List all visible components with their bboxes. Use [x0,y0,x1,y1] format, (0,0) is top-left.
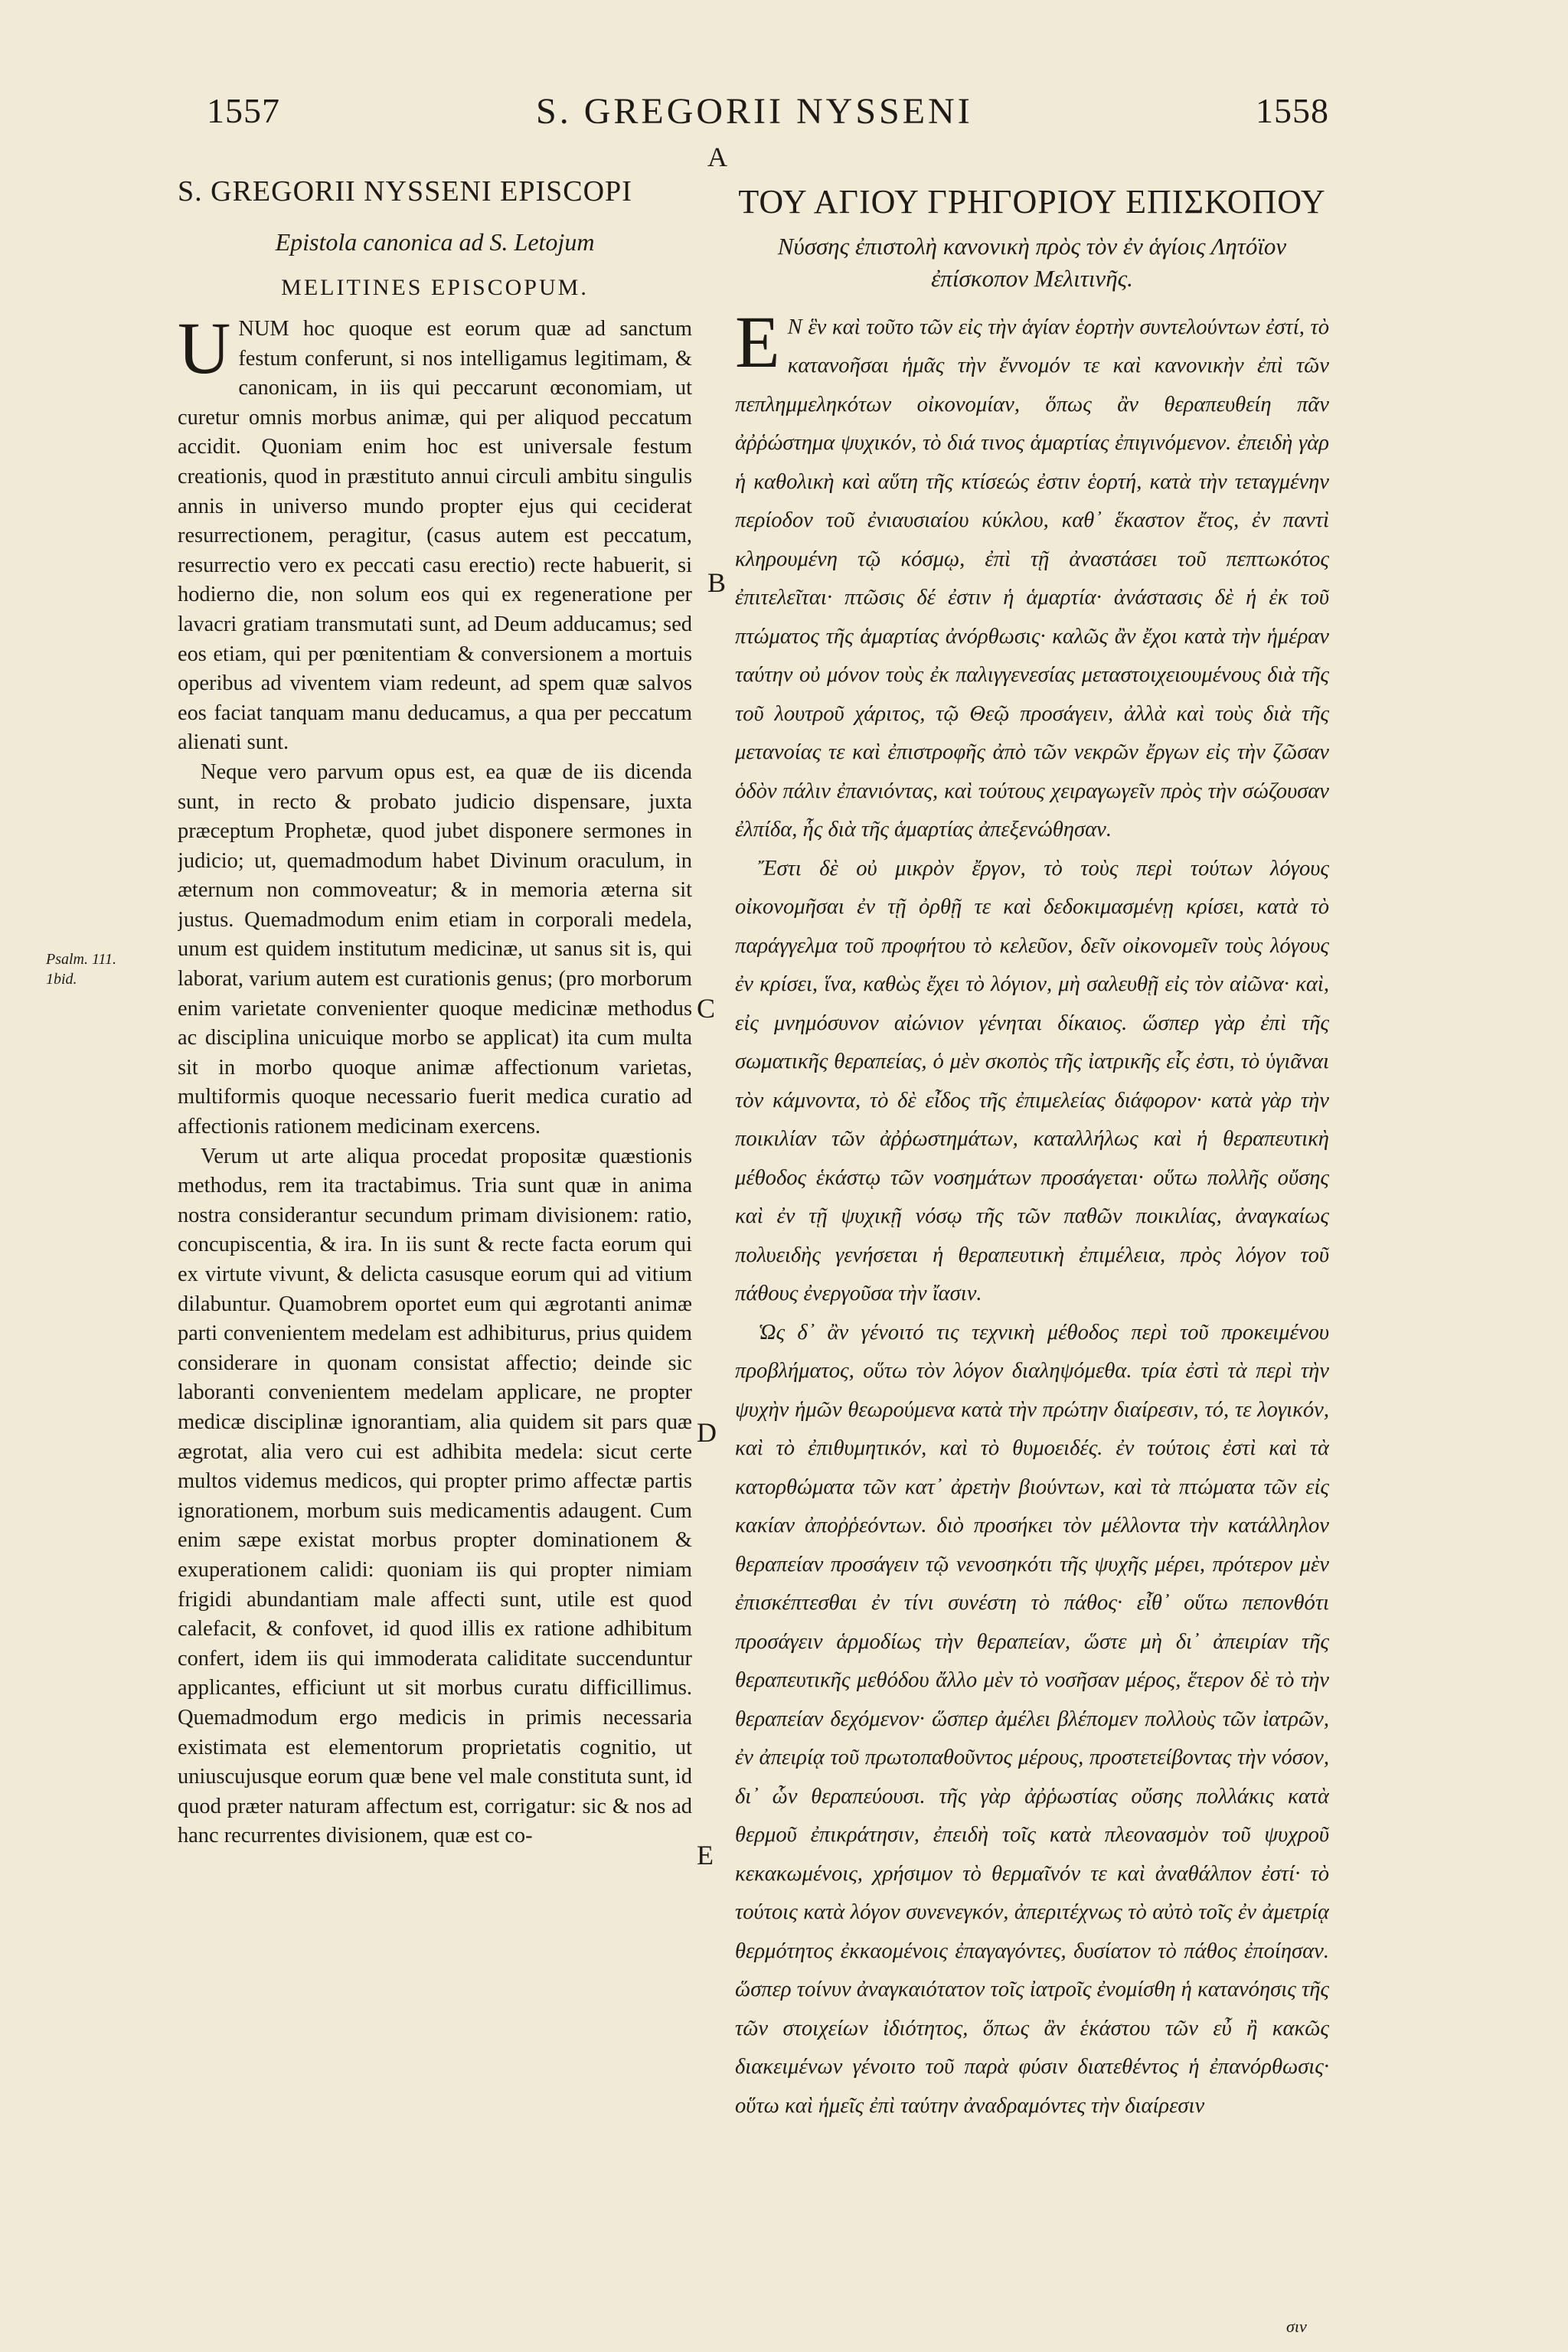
left-page-number: 1557 [207,91,280,130]
latin-title: S. GREGORII NYSSENI EPISCOPI [178,175,632,207]
greek-subtitle: Νύσσης ἐπιστολὴ κανονικὴ πρὸς τὸν ἐν ἁγίοις Λητόϊον ἐπίσκοπον Μελιτινῆς. [777,233,1287,292]
catchword: σιν [1286,2317,1307,2336]
latin-paragraph: NUM hoc quoque est eorum quæ ad sanctum festum conferunt, si nos intelligamus legitimam, & canonicam, in iis qui peccarunt œconomiam, ut curetur omnis morbus animæ, qui per aliquod peccatum accidit. Quoniam enim hoc est universale festum creationis, quod in præstituto annui circuli ambitu singulis annis in universo mundo propter ejus qui ceciderat resurrectionem, peragitur, (casus autem est peccatum, resurrectio vero ex peccati casu erectio) recte habuerit, si hodierno die, non solum eos qui ex regeneratione per lavacri gratiam transmutati sunt, ad Deum adducamus; sed eos etiam, qui per pœnitentiam & conversionem a mortuis operibus ad viventem viam redeunt, ad spem quæ salvos eos faciat tanquam manu deducamus, a qua per peccatum alienati sunt. [178,317,692,755]
greek-paragraph: Ἔστι δὲ οὐ μικρὸν ἔργον, τὸ τοὺς περὶ τούτων λόγους οἰκονομῆσαι ἐν τῇ ὀρθῇ τε καὶ δεδοκιμασμένῃ κρίσει, κατὰ τὸ παράγγελμα τοῦ προφήτου τὸ κελεῦον, δεῖν οἰκονομεῖν τοὺς λόγους ἐν κρίσει, ἵνα, καθὼς ἔχει τὸ λόγιον, μὴ σαλευθῇ εἰς τὸν αἰῶνα· καὶ, εἰς μνημόσυνον αἰώνιον γένηται δίκαιος. ὥσπερ γὰρ ἐπὶ τῆς σωματικῆς θεραπείας, ὁ μὲν σκοπὸς τῆς ἰατρικῆς εἷς ἐστι, τὸ ὑγιᾶναι τὸν κάμνοντα, τὸ δὲ εἶδος τῆς ἐπιμελείας διάφορον· κατὰ γὰρ τὴν ποικιλίαν τῶν ἀῤῥωστημάτων, καταλλήλως καὶ ἡ θεραπευτικὴ μέθοδος ἑκάστῳ τῶν νοσημάτων προσάγεται· οὕτω πολλῆς οὔσης καὶ ἐν τῇ ψυχικῇ νόσῳ τῆς τῶν παθῶν ποικιλίας, ἀναγκαίως πολυειδὴς γενήσεται ἡ θεραπευτικὴ ἐπιμέλεια, πρὸς λόγον τοῦ πάθους ἐνεργοῦσα τὴν ἴασιν. [735,856,1329,1306]
latin-column [178,175,692,2318]
margin-letter-b: B [707,567,727,598]
greek-paragraph: Ὡς δ᾽ ἂν γένοιτό τις τεχνικὴ μέθοδος περὶ τοῦ προκειμένου προβλήματος, οὕτω τὸν λόγον διαληψόμεθα. τρία ἐστὶ τὰ περὶ τὴν ψυχὴν ἡμῶν θεωρούμενα κατὰ τὴν πρώτην διαίρεσιν, τό, τε λογικόν, καὶ τὸ ἐπιθυμητικόν, καὶ τὸ θυμοειδές. ἐν τούτοις ἐστὶ καὶ τὰ κατορθώματα τῶν κατ᾽ ἀρετὴν βιούντων, καὶ τὰ πτώματα τῶν εἰς κακίαν ἀποῤῥεόντων. διὸ προσήκει τὸν μέλλοντα τὴν κατάλληλον θεραπείαν προσάγειν τῷ νενοσηκότι τῆς ψυχῆς μέρει, πρότερον μὲν ἐπισκέπτεσθαι ἐν τίνι συνέστη τὸ πάθος· εἶθ᾽ οὕτω πεπονθότι προσάγειν ἁρμοδίως τὴν θεραπείαν, ὥστε μὴ δι᾽ ἀπειρίαν τῆς θεραπευτικῆς μεθόδου ἄλλο μὲν τὸ νοσῆσαν μέρος, ἕτερον δὲ τὸ τὴν θεραπείαν δεχόμενον· ὥσπερ ἀμέλει βλέπομεν πολλοὺς τῶν ἰατρῶν, ἐν ἀπειρίᾳ τοῦ πρωτοπαθοῦντος μέρους, προστετείβοντας τὴν νόσον, δι᾽ ὧν θεραπεύουσι. τῆς γὰρ ἀῤῥωστίας οὔσης πολλάκις κατὰ θερμοῦ ἐπικράτησιν, ἐπειδὴ τοῖς κατὰ πλεονασμὸν τοῦ ψυχροῦ κεκακωμένοις, χρήσιμον τὸ θερμαῖνόν τε καὶ ἀναθάλπον ἐστί· τὸ τούτοις κατὰ λόγον συνενεγκόν, ἀπεριτέχνως τὸ αὐτὸ τοῖς ἐν ἀμετρίᾳ θερμότητος ἐκκαομένοις ἐπαγαγόντες, δυσίατον τὸ πάθος ἐποίησαν. ὥσπερ τοίνυν ἀναγκαιότατον τοῖς ἰατροῖς ἐνομίσθη ἡ κατανόησις τῆς τῶν στοιχείων ἰδιότητος, ὅπως ἂν ἑκάστου τῶν εὖ ἢ κακῶς διακειμένων γένοιτο τοῦ παρὰ φύσιν διατεθέντος ἡ ἐπανόρθωσις· οὕτω καὶ ἡμεῖς ἐπὶ ταύτην ἀναδραμόντες τὴν διαίρεσιν [735,1320,1329,2118]
margin-letter-d: D [697,1417,717,1448]
greek-dropcap: Ε [735,300,780,383]
greek-title: ΤΟΥ ΑΓΙΟΥ ΓΡΗΓΟΡΙΟΥ ΕΠΙΣΚΟΠΟΥ [738,183,1326,220]
latin-dropcap: U [178,307,231,389]
greek-paragraph: Ν ἓν καὶ τοῦτο τῶν εἰς τὴν ἁγίαν ἑορτὴν συντελούντων ἐστί, τὸ κατανοῆσαι ἡμᾶς τὴν ἔννομόν τε καὶ κανονικὴν ἐπὶ τῶν πεπλημμεληκότων οἰκονομίαν, ὅπως ἂν θεραπευθείη πᾶν ἀῤῥώστημα ψυχικόν, τὸ διά τινος ἁμαρτίας ἐπιγινόμενον. ἐπειδὴ γὰρ ἡ καθολικὴ καὶ αὕτη τῆς κτίσεώς ἐστιν ἑορτή, κατὰ τὴν τεταγμένην περίοδον τοῦ ἐνιαυσιαίου κύκλου, καθ᾽ ἕκαστον ἔτος, ἐν παντὶ κληρουμένη τῷ κόσμῳ, ἐπὶ τῇ ἀναστάσει τοῦ πεπτωκότος ἐπιτελεῖται· πτῶσις δέ ἐστιν ἡ ἁμαρτία· ἀνάστασις δὲ ἡ ἐκ τοῦ πτώματος τῆς ἁμαρτίας ἀνόρθωσις· καλῶς ἂν ἔχοι κατὰ τὴν ἡμέραν ταύτην οὐ μόνον τοὺς ἐκ παλιγγενεσίας μεταστοιχειουμένους διὰ τῆς τοῦ λουτροῦ χάριτος, τῷ Θεῷ προσάγειν, ἀλλὰ καὶ τοὺς διὰ τῆς μετανοίας τε καὶ ἐπιστροφῆς ἀπὸ τῶν νεκρῶν ἔργων εἰς τὴν ζῶσαν ὁδὸν πάλιν ἐπανιόντας, καὶ τούτους χειραγωγεῖν πρὸς τὴν σώζουσαν ἐλπίδα, ἧς διὰ τῆς ἁμαρτίας ἀπεξενώθησαν. [735,315,1329,842]
margin-letter-c: C [697,993,716,1024]
latin-subtitle: Epistola canonica ad S. Letojum [275,228,595,256]
margin-letter-a: A [707,142,727,172]
margin-note: Psalm. 111. 1bid. [46,951,117,988]
right-page-number: 1558 [1256,91,1329,130]
latin-subtitle-2: MELITINES EPISCOPUM. [281,275,589,300]
margin-letter-e: E [697,1840,714,1870]
latin-paragraph: Neque vero parvum opus est, ea quæ de iis dicenda sunt, in recto & probato judicio dispensare, juxta præceptum Prophetæ, quod jubet disponere sermones in judicio; ut, quemadmodum habet Divinum oraculum, in æternum non commoveatur; & in memoria æterna sit justus. Quemadmodum enim etiam in corporali medela, unum est quidem institutum medicinæ, ut sanus sit is, qui laborat, varium autem est curationis genus; (pro morborum enim varietate convenienter quoque medicinæ methodus ac disciplina unicuique morbo se applicat) ita cum multa sit in morbo quoque animæ affectionum varietas, multiformis quoque necessario fuerit medica curatio ad affectionis rationem medicinam exercens. [178,760,692,1139]
greek-column [735,182,1329,2326]
running-header-title: S. GREGORII NYSSENI [536,91,973,132]
latin-paragraph: Verum ut arte aliqua procedat propositæ quæstionis methodus, rem ita tractabimus. Tria sunt quæ in anima nostra considerantur secundum primam divisionem: ratio, concupiscentia, & ira. In iis sunt & recte facta eorum qui ex virtute vivunt, & delicta casusque eorum qui ad vitium dilabuntur. Quamobrem oportet eum qui ægrotanti animæ parti convenientem medelam est adhibiturus, prius quidem considerare in quonam consistat affectio; deinde sic laboranti convenientem medelam applicare, ne propter medicæ disciplinæ ignorantiam, alia quidem sit pars quæ ægrotat, alia vero cui est adhibita medela: sicut certe multos videmus medicos, qui propter primo affectæ partis ignorationem, morbum suis medicamentis adaugent. Cum enim sæpe existat morbus propter dominationem & exuperationem calidi: quoniam iis qui propter nimiam frigidi abundantiam male affecti sunt, utile est quod calefacit, & confovet, id quod illis ex ratione adhibitum confert, idem iis qui immoderata caliditate succenduntur applicantes, efficiunt ut sit morbus curatu difficillimus. Quemadmodum ergo medicis in primis necessaria existimata est elementorum proprietatis cognitio, ut uniuscujusque eorum quæ bene vel male constituta sunt, id quod præter naturam affectum est, corrigatur: sic & nos ad hanc recurrentes divisionem, quæ est co- [178,1144,692,1848]
